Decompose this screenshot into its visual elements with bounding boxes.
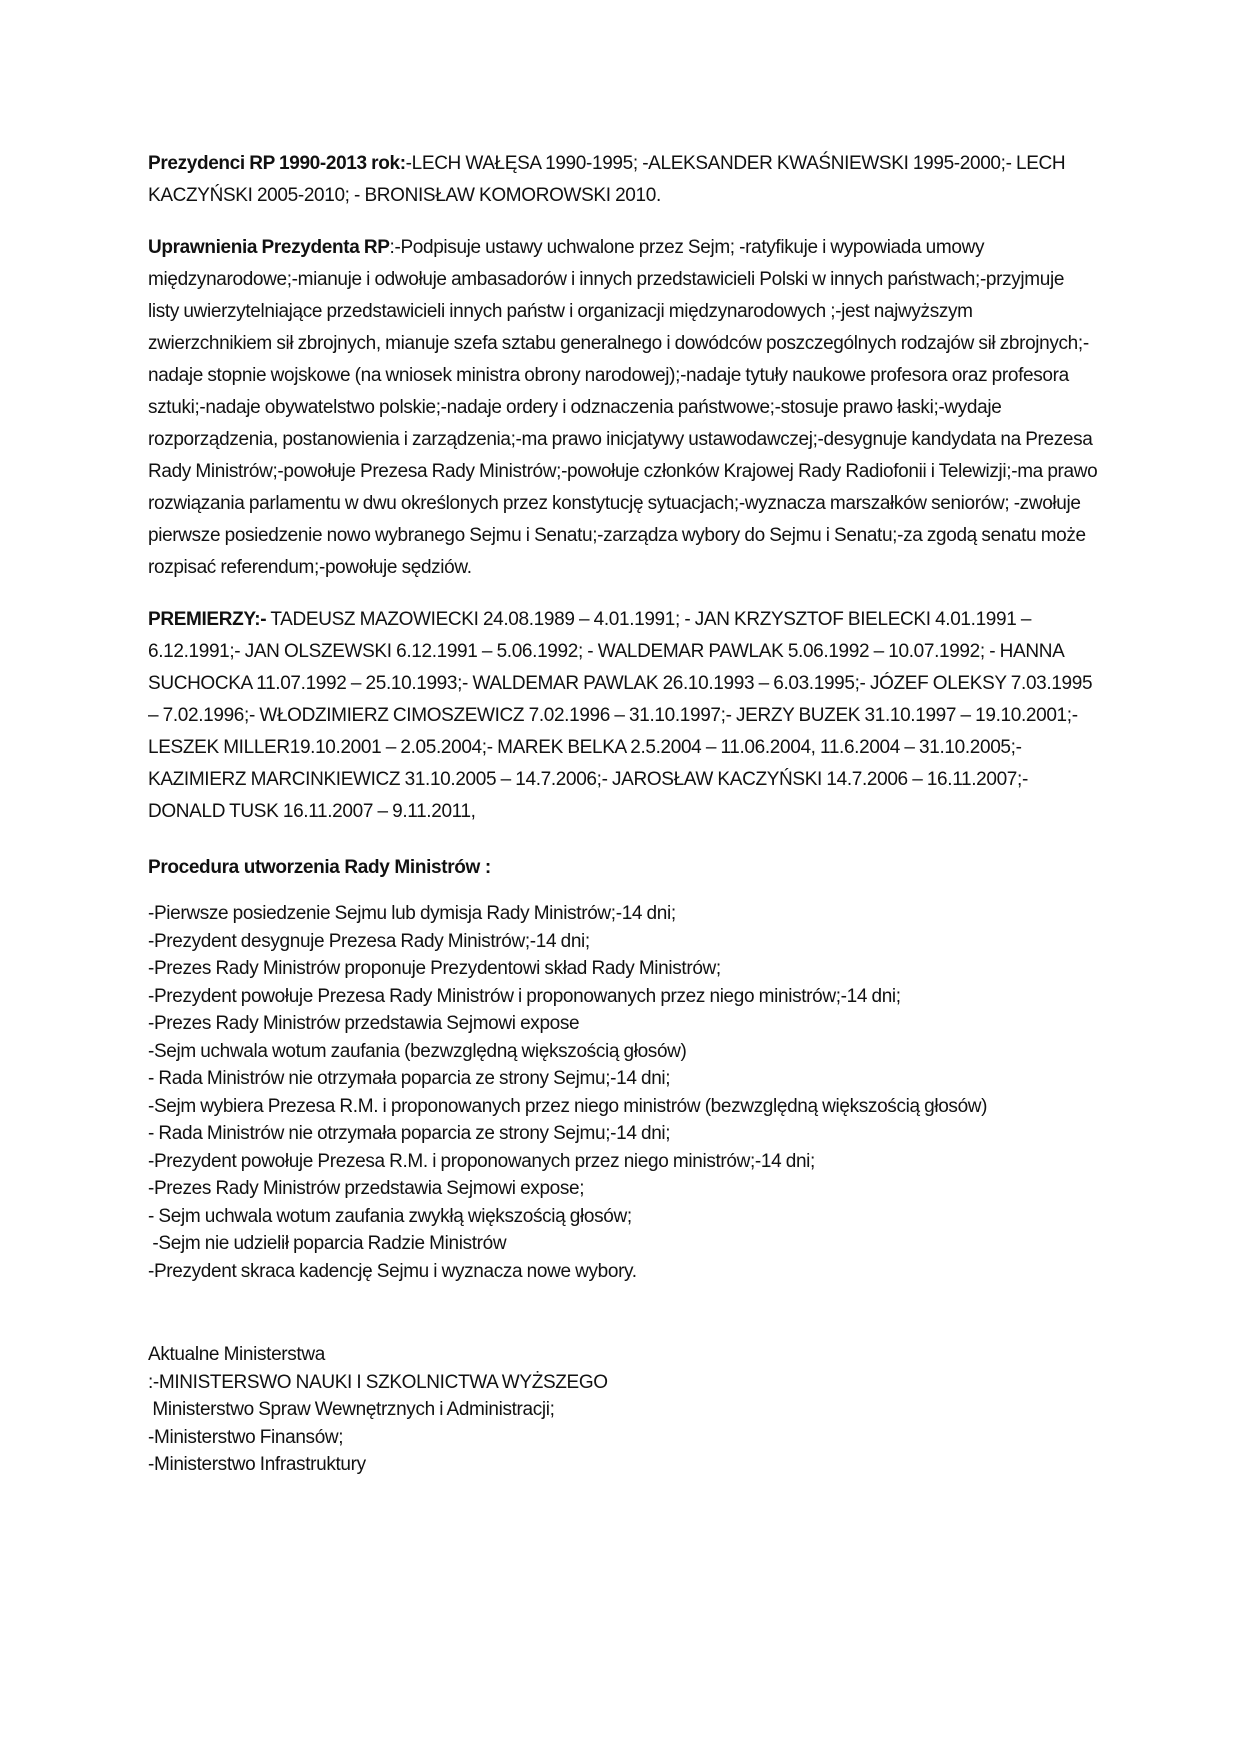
procedure-step: -Prezes Rady Ministrów przedstawia Sejmowi expose — [148, 1013, 580, 1034]
procedure-step: -Sejm wybiera Prezesa R.M. i proponowanych przez niego ministrów (bezwzględną większością głosów) — [148, 1095, 988, 1117]
procedure-step: -Pierwsze posiedzenie Sejmu lub dymisja Rady Ministrów;-14 dni; — [148, 903, 676, 924]
procedure-step: - Sejm uchwala wotum zaufania zwykłą większością głosów; — [148, 1205, 632, 1227]
ministries-heading: Aktualne Ministerstwa — [148, 1344, 325, 1365]
procedure-steps — [148, 900, 1098, 1285]
premiers-label: PREMIERZY:- — [148, 609, 267, 630]
procedure-step: -Prezes Rady Ministrów przedstawia Sejmowi expose; — [148, 1178, 585, 1199]
ministry-item: :-MINISTERSWO NAUKI I SZKOLNICTWA WYŻSZEGO — [148, 1371, 608, 1393]
powers-text: :-Podpisuje ustawy uchwalone przez Sejm; -ratyfikuje i wypowiada umowy międzynarodowe;-mianuje i odwołuje ambasadorów i innych przedstawicieli Polski w innych państwach;-przyjmuje listy uwierzytelniające przedstawicieli innych państw i organizacji międzynarodowych ;-jest najwyższym zwierzchnikiem sił zbrojnych, mianuje szefa sztabu generalnego i dowódców poszczególnych rodzajów sił zbrojnych;-nadaje stopnie wojskowe (na wniosek ministra obrony narodowej);-nadaje tytuły naukowe profesora oraz profesora sztuki;-nadaje obywatelstwo polskie;-nadaje ordery i odznaczenia państwowe;-stosuje prawo łaski;-wydaje rozporządzenia, postanowienia i zarządzenia;-ma prawo inicjatywy ustawodawczej;-desygnuje kandydata na Prezesa Rady Ministrów;-powołuje Prezesa Rady Ministrów;-powołuje członków Krajowej Rady Radiofonii i Telewizji;-ma prawo rozwiązania parlamentu w dwu określonych przez konstytucję sytuacjach;-wyznacza marszałków seniorów; -zwołuje pierwsze posiedzenie nowo wybranego Sejmu i Senatu;-zarządza wybory do Sejmu i Senatu;-za zgodą senatu może rozpisać referendum;-powołuje sędziów. — [148, 237, 1098, 578]
premiers-text: TADEUSZ MAZOWIECKI 24.08.1989 – 4.01.1991; - JAN KRZYSZTOF BIELECKI 4.01.1991 – 6.12.1991;- JAN OLSZEWSKI 6.12.1991 – 5.06.1992; - WALDEMAR PAWLAK 5.06.1992 – 10.07.1992; - HANNA SUCHOCKA 11.07.1992 – 25.10.1993;- WALDEMAR PAWLAK 26.10.1993 – 6.03.1995;- JÓZEF OLEKSY 7.03.1995 – 7.02.1996;- WŁODZIMIERZ CIMOSZEWICZ 7.02.1996 – 31.10.1997;- JERZY BUZEK 31.10.1997 – 19.10.2001;- LESZEK MILLER19.10.2001 – 2.05.2004;- MAREK BELKA 2.5.2004 – 11.06.2004, 11.6.2004 – 31.10.2005;- KAZIMIERZ MARCINKIEWICZ 31.10.2005 – 14.7.2006;- JAROSŁAW KACZYŃSKI 14.7.2006 – 16.11.2007;- DONALD TUSK 16.11.2007 – 9.11.2011, — [148, 609, 1093, 822]
ministries-list — [148, 1341, 1098, 1479]
presidents-text: -LECH WAŁĘSA 1990-1995; -ALEKSANDER KWAŚNIEWSKI 1995-2000;- LECH KACZYŃSKI 2005-2010; - BRONISŁAW KOMOROWSKI 2010. — [148, 153, 1066, 206]
procedure-step: -Sejm nie udzielił poparcia Radzie Ministrów — [148, 1233, 507, 1254]
procedure-step: -Prezydent desygnuje Prezesa Rady Ministrów;-14 dni; — [148, 930, 590, 952]
ministry-item: -Ministerstwo Finansów; — [148, 1426, 344, 1448]
procedure-step: -Prezydent powołuje Prezesa Rady Ministrów i proponowanych przez niego ministrów;-14 dni; — [148, 985, 901, 1007]
procedure-step: - Rada Ministrów nie otrzymała poparcia ze strony Sejmu;-14 dni; — [148, 1123, 671, 1144]
premiers-paragraph — [148, 604, 1098, 828]
procedure-step: - Rada Ministrów nie otrzymała poparcia ze strony Sejmu;-14 dni; — [148, 1068, 671, 1089]
procedure-step: -Sejm uchwala wotum zaufania (bezwzględną większością głosów) — [148, 1040, 687, 1062]
procedure-step: -Prezes Rady Ministrów proponuje Prezydentowi skład Rady Ministrów; — [148, 958, 721, 979]
powers-paragraph — [148, 232, 1098, 584]
ministry-item: -Ministerstwo Infrastruktury — [148, 1454, 366, 1475]
powers-label: Uprawnienia Prezydenta RP — [148, 237, 390, 258]
procedure-step: -Prezydent powołuje Prezesa R.M. i proponowanych przez niego ministrów;-14 dni; — [148, 1150, 815, 1172]
ministry-item: Ministerstwo Spraw Wewnętrznych i Administracji; — [148, 1399, 555, 1420]
document-page — [148, 148, 1098, 1479]
procedure-step: -Prezydent skraca kadencję Sejmu i wyznacza nowe wybory. — [148, 1260, 637, 1282]
presidents-label: Prezydenci RP 1990-2013 rok: — [148, 153, 406, 174]
presidents-paragraph — [148, 148, 1098, 212]
procedure-heading: Procedura utworzenia Rady Ministrów : — [148, 857, 491, 878]
